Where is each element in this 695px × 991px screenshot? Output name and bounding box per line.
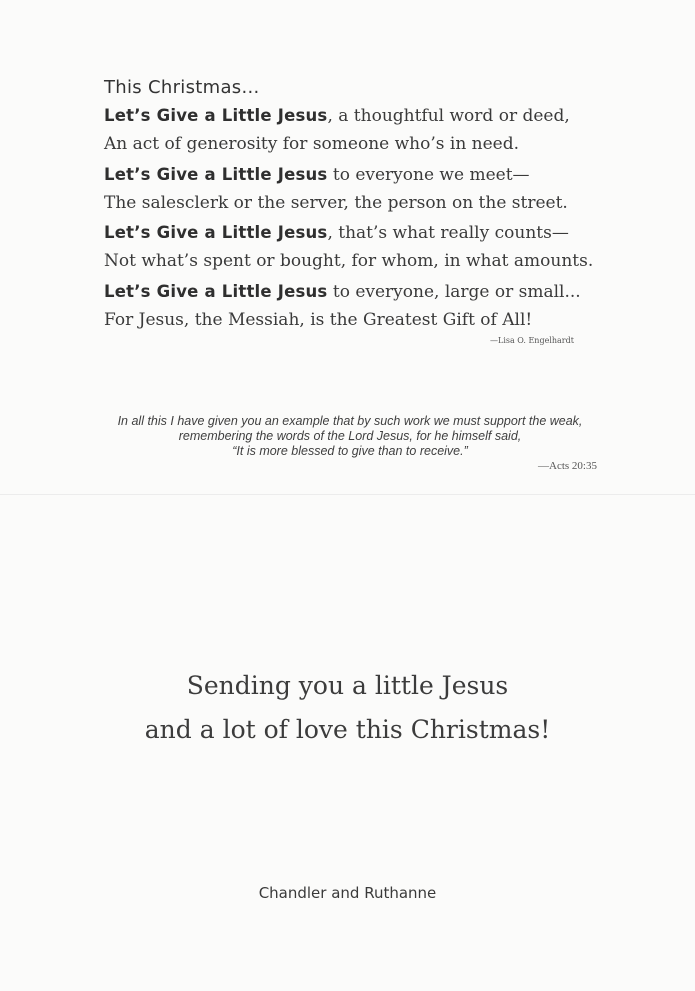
poem-line: [104, 247, 644, 276]
poem-line-text: Not what’s spent or bought, for whom, in what amounts.: [104, 251, 594, 272]
poem-line-lead: Let’s Give a Little Jesus: [104, 281, 328, 301]
poem-line: [104, 218, 644, 247]
greeting-message: [0, 664, 695, 752]
signature: Chandler and Ruthanne: [258, 884, 437, 902]
poem-line: [104, 306, 644, 335]
poem-line-text: , a thoughtful word or deed,: [327, 106, 570, 126]
poem: [104, 75, 644, 335]
poem-heading: This Christmas...: [104, 77, 260, 98]
poem-line: [104, 160, 644, 189]
poem-credit: —Lisa O. Engelhardt: [490, 336, 574, 345]
poem-line: [104, 130, 644, 159]
greeting-line-1: Sending you a little Jesus: [186, 671, 509, 700]
poem-line: [104, 277, 644, 306]
poem-line-text: to everyone, large or small...: [327, 281, 581, 302]
card-fold-line: [0, 494, 695, 495]
poem-line-text: For Jesus, the Messiah, is the Greatest Gift of All!: [104, 310, 533, 331]
poem-line-lead: Let’s Give a Little Jesus: [104, 164, 328, 184]
poem-line: [104, 189, 644, 218]
poem-line-text: An act of generosity for someone who’s in need.: [104, 134, 520, 155]
poem-line-text: , that’s what really counts—: [327, 223, 569, 244]
poem-line: [104, 101, 644, 130]
poem-line-lead: Let’s Give a Little Jesus: [104, 106, 328, 125]
scripture-line: remembering the words of the Lord Jesus, for he himself said,: [178, 429, 522, 443]
scripture-quote: [90, 414, 610, 459]
scripture-line: “It is more blessed to give than to receive.”: [232, 444, 468, 458]
poem-line-lead: Let’s Give a Little Jesus: [104, 223, 328, 243]
poem-line-text: to everyone we meet—: [327, 164, 530, 185]
greeting-line-2: and a lot of love this Christmas!: [144, 715, 551, 744]
poem-line-text: The salesclerk or the server, the person on the street.: [104, 192, 568, 213]
scripture-reference: —Acts 20:35: [538, 460, 597, 472]
scripture-line: In all this I have given you an example that by such work we must support the weak,: [117, 414, 583, 428]
